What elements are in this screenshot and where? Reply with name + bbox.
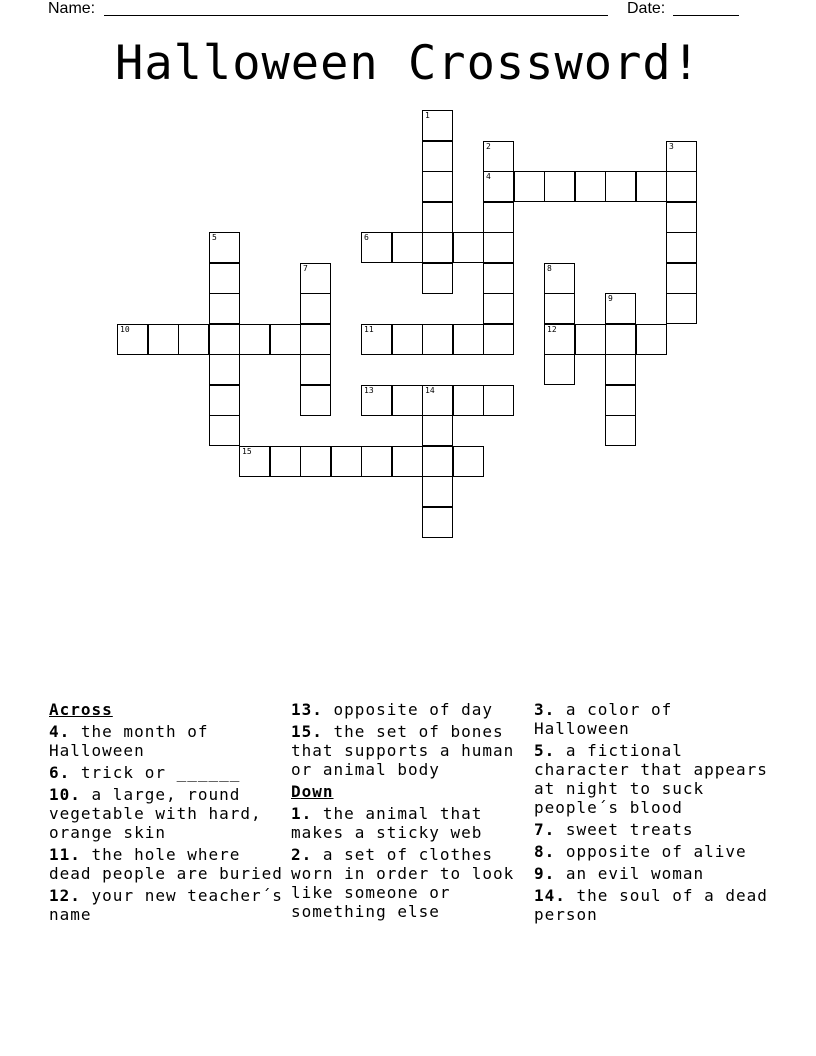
grid-cell[interactable] (392, 324, 423, 355)
grid-cell[interactable] (483, 171, 514, 202)
clue-number: 3. (534, 700, 556, 719)
clue-item (291, 700, 531, 719)
clue-text: a fictional character that appears at night to suck people´s blood (534, 741, 768, 817)
clue-number: 9. (534, 864, 556, 883)
clue-column-3 (534, 700, 774, 927)
grid-cell[interactable] (239, 324, 270, 355)
cell-number: 7 (303, 264, 308, 273)
clue-number: 13. (291, 700, 323, 719)
clue-text: an evil woman (555, 864, 705, 883)
worksheet-header (0, 0, 816, 20)
clue-list (291, 804, 531, 921)
clue-item (49, 763, 289, 782)
clue-item (534, 741, 774, 817)
grid-cell[interactable] (392, 446, 423, 477)
cell-number: 12 (547, 325, 557, 334)
clue-text: trick or ______ (70, 763, 241, 782)
grid-cell[interactable] (422, 476, 453, 507)
grid-cell[interactable] (209, 324, 240, 355)
cell-number: 13 (364, 386, 374, 395)
grid-cell[interactable] (422, 263, 453, 294)
date-blank-line[interactable] (673, 15, 739, 16)
grid-cell[interactable] (605, 354, 636, 385)
clue-column-2 (291, 700, 531, 924)
name-blank-line[interactable] (104, 15, 608, 16)
grid-cell[interactable] (605, 415, 636, 446)
clue-number: 8. (534, 842, 556, 861)
clue-text: the month of Halloween (49, 722, 209, 760)
grid-cell[interactable] (178, 324, 209, 355)
cell-number: 2 (486, 142, 491, 151)
grid-cell[interactable] (605, 324, 636, 355)
clue-text: the set of bones that supports a human or animal body (291, 722, 515, 779)
grid-cell[interactable] (361, 324, 392, 355)
grid-cell[interactable] (544, 354, 575, 385)
grid-cell[interactable] (422, 171, 453, 202)
grid-cell[interactable] (422, 507, 453, 538)
grid-cell[interactable] (300, 324, 331, 355)
grid-cell[interactable] (209, 354, 240, 385)
grid-cell[interactable] (209, 385, 240, 416)
across-heading: Across (49, 700, 113, 719)
name-label: Name: (48, 0, 96, 17)
grid-cell[interactable] (453, 232, 484, 263)
cell-number: 15 (242, 447, 252, 456)
clue-list (291, 700, 531, 779)
clue-number: 6. (49, 763, 71, 782)
cell-number: 1 (425, 111, 430, 120)
grid-cell[interactable] (392, 232, 423, 263)
clue-item (291, 722, 531, 779)
grid-cell[interactable] (300, 385, 331, 416)
clue-text: the soul of a dead person (534, 886, 768, 924)
cell-number: 3 (669, 142, 674, 151)
clue-column-1 (49, 700, 289, 927)
clue-item (534, 886, 774, 924)
grid-cell[interactable] (117, 324, 148, 355)
grid-cell[interactable] (605, 171, 636, 202)
grid-cell[interactable] (483, 232, 514, 263)
clue-text: a color of Halloween (534, 700, 673, 738)
clue-text: opposite of alive (555, 842, 747, 861)
clue-number: 15. (291, 722, 323, 741)
grid-cell[interactable] (422, 324, 453, 355)
clue-text: a large, round vegetable with hard, orange skin (49, 785, 262, 842)
grid-cell[interactable] (453, 446, 484, 477)
grid-cell[interactable] (422, 232, 453, 263)
grid-cell[interactable] (270, 446, 301, 477)
grid-cell[interactable] (392, 385, 423, 416)
date-label: Date: (627, 0, 666, 17)
clue-item (49, 845, 289, 883)
grid-cell[interactable] (239, 446, 270, 477)
grid-cell[interactable] (636, 171, 667, 202)
grid-cell[interactable] (270, 324, 301, 355)
grid-cell[interactable] (300, 446, 331, 477)
grid-cell[interactable] (300, 293, 331, 324)
clue-number: 7. (534, 820, 556, 839)
clue-number: 14. (534, 886, 566, 905)
clue-item (49, 785, 289, 842)
clue-item (291, 804, 531, 842)
grid-cell[interactable] (666, 141, 697, 172)
clue-number: 11. (49, 845, 81, 864)
clue-number: 12. (49, 886, 81, 905)
grid-cell[interactable] (544, 171, 575, 202)
grid-cell[interactable] (331, 446, 362, 477)
clue-item (49, 886, 289, 924)
grid-cell[interactable] (453, 385, 484, 416)
cell-number: 10 (120, 325, 130, 334)
grid-cell[interactable] (209, 232, 240, 263)
grid-cell[interactable] (483, 324, 514, 355)
grid-cell[interactable] (361, 446, 392, 477)
clue-text: the animal that makes a sticky web (291, 804, 483, 842)
clue-item (534, 700, 774, 738)
clue-number: 4. (49, 722, 71, 741)
clue-text: the hole where dead people are buried (49, 845, 283, 883)
page-title: Halloween Crossword! (115, 36, 701, 91)
clue-text: opposite of day (322, 700, 494, 719)
clue-item (534, 842, 774, 861)
cell-number: 8 (547, 264, 552, 273)
grid-cell[interactable] (209, 293, 240, 324)
grid-cell[interactable] (361, 385, 392, 416)
grid-cell[interactable] (483, 141, 514, 172)
grid-cell[interactable] (422, 415, 453, 446)
clue-text: sweet treats (555, 820, 694, 839)
grid-cell[interactable] (422, 110, 453, 141)
grid-cell[interactable] (422, 141, 453, 172)
grid-cell[interactable] (148, 324, 179, 355)
grid-cell[interactable] (575, 171, 606, 202)
grid-cell[interactable] (422, 385, 453, 416)
grid-cell[interactable] (544, 293, 575, 324)
cell-number: 5 (212, 233, 217, 242)
cell-number: 6 (364, 233, 369, 242)
grid-cell[interactable] (300, 354, 331, 385)
grid-cell[interactable] (361, 232, 392, 263)
grid-cell[interactable] (422, 446, 453, 477)
grid-cell[interactable] (666, 202, 697, 233)
grid-cell[interactable] (483, 293, 514, 324)
grid-cell[interactable] (483, 385, 514, 416)
grid-cell[interactable] (209, 263, 240, 294)
grid-cell[interactable] (209, 415, 240, 446)
clue-number: 2. (291, 845, 313, 864)
cell-number: 9 (608, 294, 613, 303)
clue-list (49, 722, 289, 924)
grid-cell[interactable] (483, 263, 514, 294)
clue-number: 1. (291, 804, 313, 823)
grid-cell[interactable] (453, 324, 484, 355)
cell-number: 4 (486, 172, 491, 181)
grid-cell[interactable] (300, 263, 331, 294)
grid-cell[interactable] (575, 324, 606, 355)
down-heading: Down (291, 782, 334, 801)
grid-cell[interactable] (666, 293, 697, 324)
grid-cell[interactable] (422, 202, 453, 233)
clue-item (49, 722, 289, 760)
grid-cell[interactable] (666, 232, 697, 263)
grid-cell[interactable] (636, 324, 667, 355)
clue-text: a set of clothes worn in order to look like someone or something else (291, 845, 515, 921)
clue-item (534, 864, 774, 883)
grid-cell[interactable] (514, 171, 545, 202)
clue-item (534, 820, 774, 839)
grid-cell[interactable] (544, 263, 575, 294)
grid-cell[interactable] (605, 385, 636, 416)
grid-cell[interactable] (666, 263, 697, 294)
cell-number: 11 (364, 325, 374, 334)
cell-number: 14 (425, 386, 435, 395)
grid-cell[interactable] (605, 293, 636, 324)
clue-list (534, 700, 774, 924)
clue-text: your new teacher´s name (49, 886, 283, 924)
clue-item (291, 845, 531, 921)
grid-cell[interactable] (483, 202, 514, 233)
grid-cell[interactable] (666, 171, 697, 202)
clue-number: 5. (534, 741, 556, 760)
grid-cell[interactable] (544, 324, 575, 355)
clue-number: 10. (49, 785, 81, 804)
